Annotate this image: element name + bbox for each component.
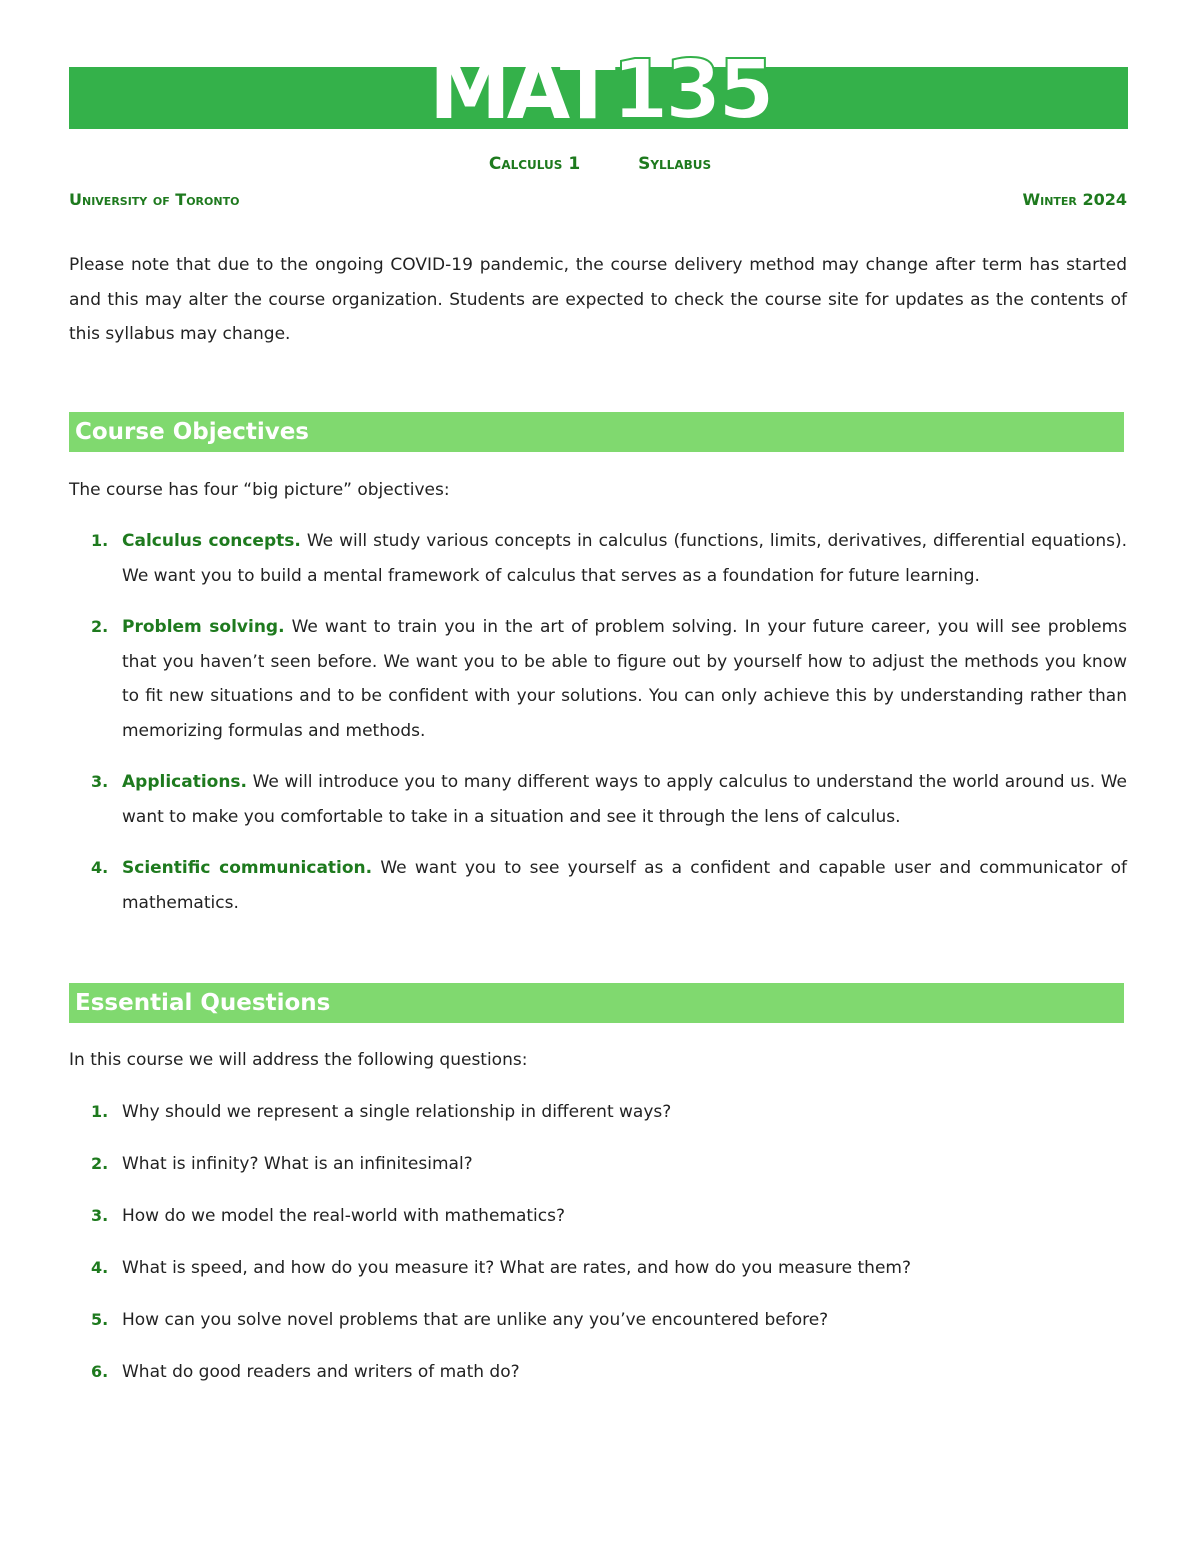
question-text: How can you solve novel problems that are unlike any you’ve encountered before? <box>122 1310 829 1330</box>
list-number: 1. <box>91 531 109 550</box>
subtitle <box>0 154 1200 174</box>
question-text: What is infinity? What is an infinitesimal? <box>122 1154 473 1174</box>
course-code-letters: MAT <box>429 43 612 138</box>
question-text: Why should we represent a single relationship in different ways? <box>122 1102 672 1122</box>
term: Winter 2024 <box>1022 190 1127 209</box>
list-number: 5. <box>91 1310 109 1329</box>
objective-text: We will study various concepts in calculus (functions, limits, derivatives, differential equations). We want you to build a mental framework of calculus that serves as a foundation for future learning. <box>122 531 1127 586</box>
objective-text: We want to train you in the art of problem solving. In your future career, you will see problems that you haven’t seen before. We want you to be able to figure out by yourself how to adjust the methods you know to fit new situations and to be confident with your solutions. You can only achieve this by understanding rather than memorizing formulas and methods. <box>122 617 1127 741</box>
section-essential-questions <box>69 983 1124 1023</box>
institution: University of Toronto <box>69 190 240 209</box>
section-heading-objectives: Course Objectives <box>75 419 309 445</box>
questions-list <box>69 1095 1127 1390</box>
questions-intro: In this course we will address the following questions: <box>69 1050 528 1070</box>
objectives-intro: The course has four “big picture” objectives: <box>69 480 450 500</box>
list-number: 3. <box>91 1206 109 1225</box>
list-number: 4. <box>91 858 109 877</box>
question-text: How do we model the real-world with mathematics? <box>122 1206 565 1226</box>
objective-text: We will introduce you to many different ways to apply calculus to understand the world around us. We want to make you comfortable to take in a situation and see it through the lens of calculus. <box>122 772 1127 827</box>
objective-title: Applications. <box>122 772 248 792</box>
course-code-number: 135 <box>611 43 771 138</box>
list-number: 4. <box>91 1258 109 1277</box>
list-number: 2. <box>91 617 109 636</box>
section-heading-questions: Essential Questions <box>75 990 331 1016</box>
list-item <box>69 610 1127 748</box>
question-text: What do good readers and writers of math do? <box>122 1362 520 1382</box>
list-item <box>69 1303 1127 1338</box>
document-type: Syllabus <box>638 154 712 174</box>
objective-text: We want you to see yourself as a confident and capable user and communicator of mathematics. <box>122 858 1127 913</box>
list-number: 6. <box>91 1362 109 1381</box>
list-number: 1. <box>91 1102 109 1121</box>
objective-title: Calculus concepts. <box>122 531 301 551</box>
list-item <box>69 1199 1127 1234</box>
list-item <box>69 765 1127 834</box>
list-number: 2. <box>91 1154 109 1173</box>
objective-title: Problem solving. <box>122 617 285 637</box>
question-text: What is speed, and how do you measure it? What are rates, and how do you measure them? <box>122 1258 911 1278</box>
list-number: 3. <box>91 772 109 791</box>
course-code-title <box>0 43 1200 138</box>
objectives-list <box>69 524 1127 920</box>
list-item <box>69 1095 1127 1130</box>
list-item <box>69 1251 1127 1286</box>
list-item <box>69 1355 1127 1390</box>
section-objectives <box>69 412 1124 452</box>
objective-title: Scientific communication. <box>122 858 373 878</box>
list-item <box>69 1147 1127 1182</box>
course-name: Calculus 1 <box>488 154 581 174</box>
list-item <box>69 524 1127 593</box>
covid-notice: Please note that due to the ongoing COVID-19 pandemic, the course delivery method may change after term has started and this may alter the course organization. Students are expected to check the course site for updates as the contents of this syllabus may change. <box>69 255 1127 344</box>
list-item <box>69 851 1127 920</box>
